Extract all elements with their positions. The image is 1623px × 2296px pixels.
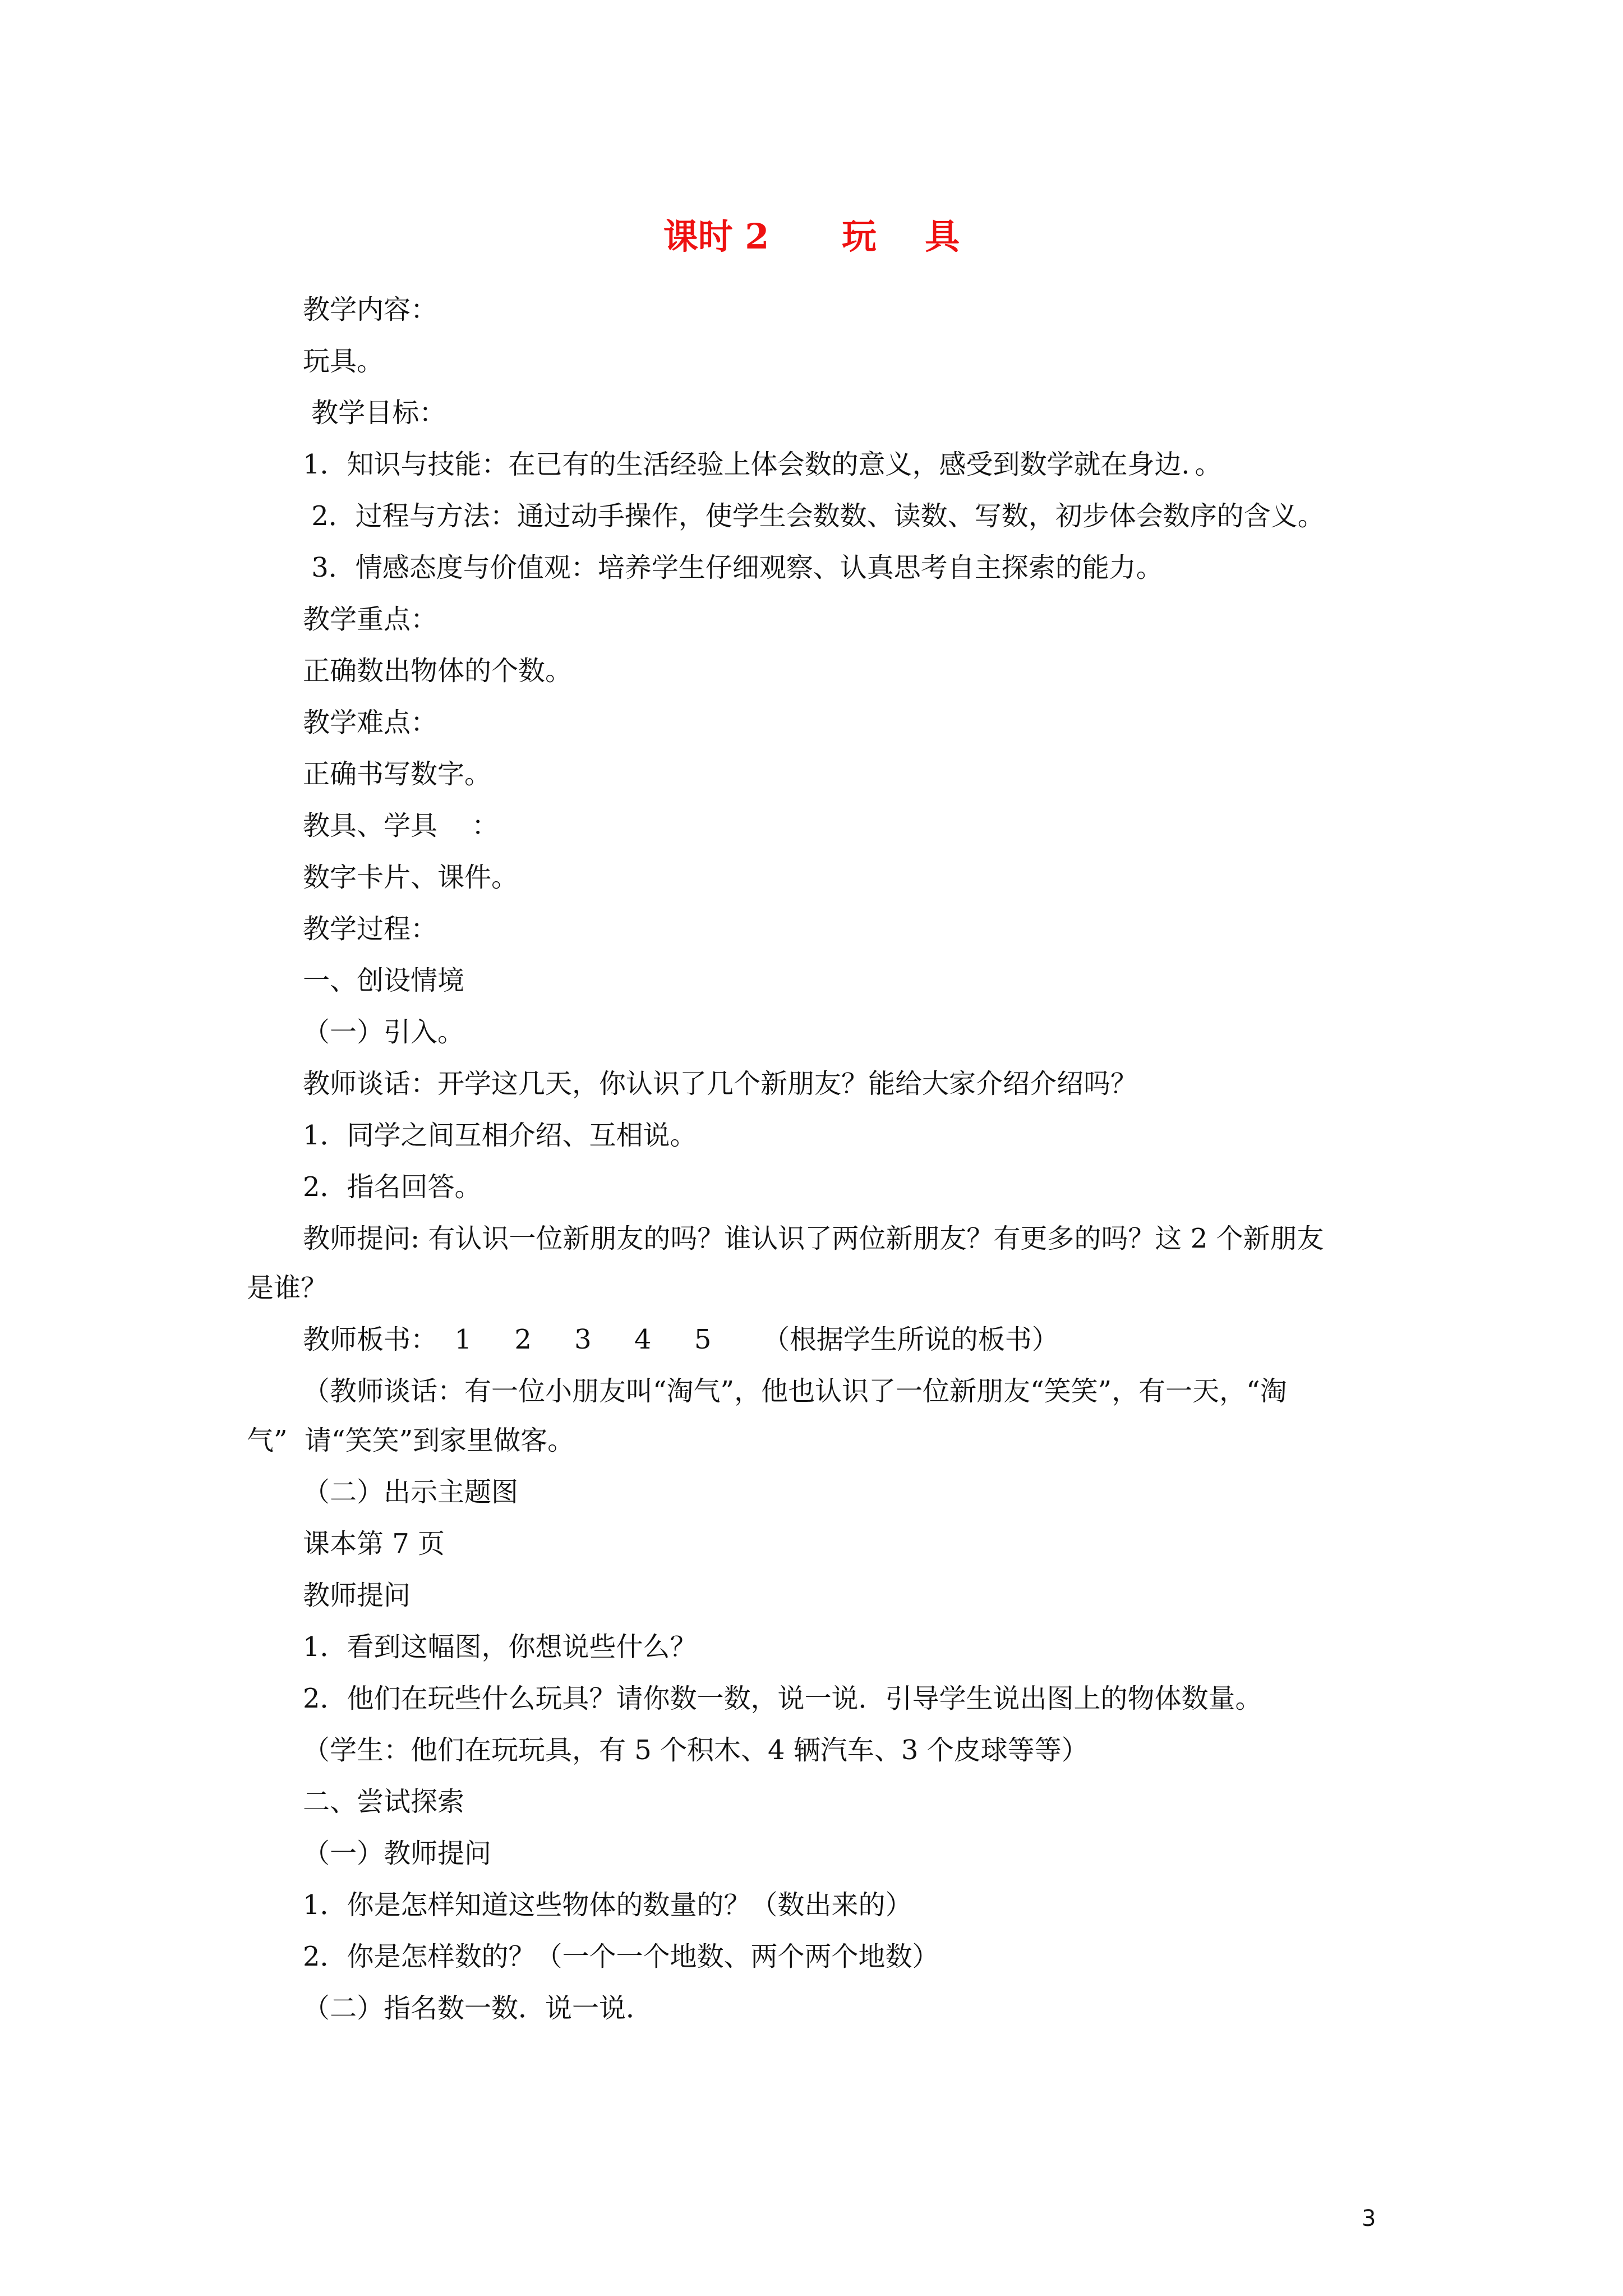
line-8: 正确数出物体的个数。	[303, 655, 573, 687]
line-7: 教学重点：	[303, 604, 438, 635]
line-32: 1．你是怎样知道这些物体的数量的？（数出来的）	[303, 1889, 912, 1921]
line-18: 2．指名回答。	[303, 1171, 482, 1203]
line-23: 气” 请“笑笑”到家里做客。	[247, 1425, 575, 1456]
line-15: （一）引入。	[303, 1016, 465, 1048]
line-9: 教学难点：	[303, 707, 438, 738]
line-1: 教学内容：	[303, 294, 438, 325]
line-11: 教具、学具 ：	[303, 810, 499, 841]
line-4: 1．知识与技能：在已有的生活经验上体会数的意义，感受到数学就在身边．。	[303, 449, 1222, 480]
line-24: （二）出示主题图	[303, 1476, 519, 1508]
line-33: 2．你是怎样数的？（一个一个地数、两个两个地数）	[303, 1941, 939, 1972]
line-14: 一、创设情境	[303, 965, 465, 996]
line-34: （二）指名数一数．说一说．	[303, 1993, 653, 2024]
line-27: 1．看到这幅图，你想说些什么？	[303, 1631, 697, 1663]
line-5: 2．过程与方法：通过动手操作，使学生会数数、读数、写数，初步体会数序的含义。	[303, 500, 1325, 532]
line-20: 是谁？	[247, 1272, 328, 1304]
line-3: 教学目标：	[303, 397, 446, 429]
line-25: 课本第 7 页	[303, 1528, 445, 1559]
line-6: 3．情感态度与价值观：培养学生仔细观察、认真思考自主探索的能力。	[303, 552, 1163, 583]
line-12: 数字卡片、课件。	[303, 862, 519, 893]
line-17: 1．同学之间互相介绍、互相说。	[303, 1120, 697, 1151]
line-2: 玩具。	[303, 346, 384, 377]
line-10: 正确书写数字。	[303, 758, 492, 790]
lesson-title: 课时 2 玩 具	[663, 216, 960, 257]
page-number: 3	[1362, 2206, 1376, 2231]
line-31: （一）教师提问	[303, 1838, 492, 1869]
line-28: 2．他们在玩些什么玩具？请你数一数，说一说．引导学生说出图上的物体数量。	[303, 1683, 1262, 1714]
line-13: 教学过程：	[303, 913, 438, 945]
line-19: 教师提问: 有认识一位新朋友的吗？谁认识了两位新朋友？有更多的吗？这 2 个新朋友	[303, 1223, 1324, 1254]
line-21: 教师板书： 1 2 3 4 5 （根据学生所说的板书）	[303, 1324, 1059, 1355]
line-16: 教师谈话：开学这几天，你认识了几个新朋友？能给大家介绍介绍吗？	[303, 1068, 1138, 1099]
line-30: 二、尝试探索	[303, 1786, 465, 1818]
line-26: 教师提问	[303, 1580, 411, 1611]
line-29: （学生：他们在玩玩具，有 5 个积木、4 辆汽车、3 个皮球等等）	[303, 1734, 1089, 1766]
line-22: （教师谈话：有一位小朋友叫“淘气”，他也认识了一位新朋友“笑笑”，有一天，“淘	[303, 1375, 1287, 1407]
